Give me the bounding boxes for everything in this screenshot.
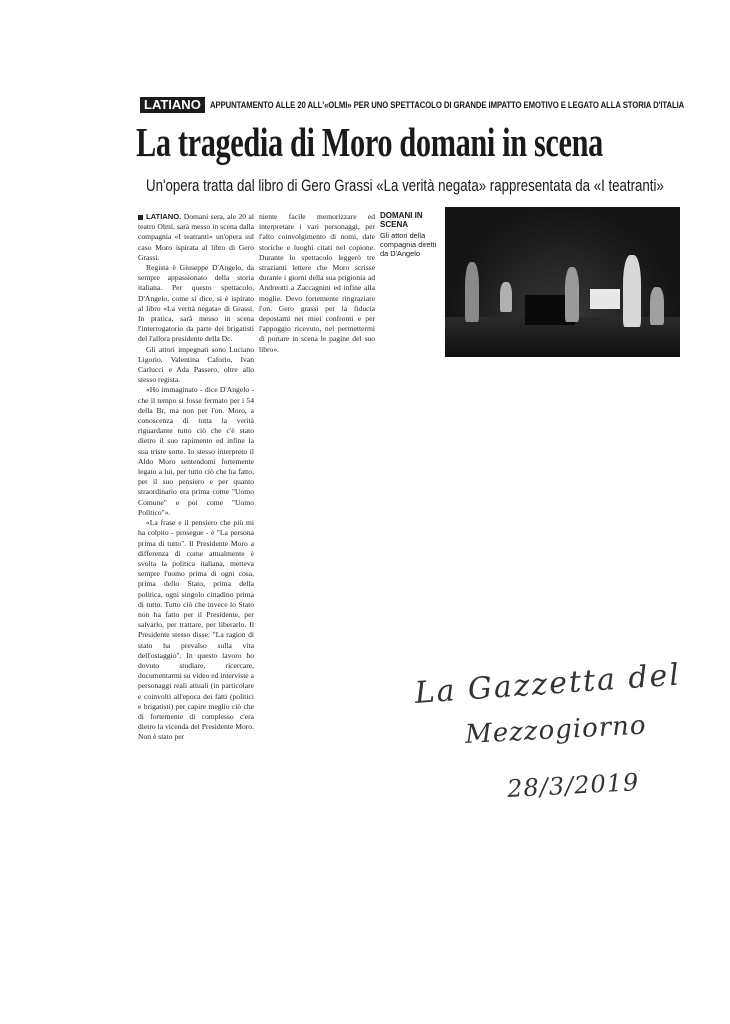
article-paragraph: Domani sera, ale 20 al teatro Olmi, sarà messo in scena dalla compagnia «I teatranti» un'opera sul caso Moro ispirata al libro di Gero Grassi.	[138, 212, 254, 262]
photo-caption-heading: DOMANI IN SCENA	[380, 211, 423, 229]
actor-figure	[500, 282, 512, 312]
headline: La tragedia di Moro domani in scena	[136, 119, 603, 165]
actor-figure	[565, 267, 579, 322]
actor-figure	[623, 255, 641, 327]
stage-desk-lamp	[590, 289, 620, 309]
actor-figure	[650, 287, 664, 325]
handwritten-source-line-2: Mezzogiorno	[464, 710, 648, 750]
kicker-line	[140, 96, 684, 114]
subtitle: Un'opera tratta dal libro di Gero Grassi «La verità negata» rappresentata da «I teatranti»	[146, 176, 664, 195]
dateline: LATIANO.	[146, 212, 182, 221]
location-tag: LATIANO	[140, 97, 205, 113]
photo-caption-text: Gli attori della compagnia diretti da D'Angelo	[380, 231, 437, 258]
kicker-text: APPUNTAMENTO ALLE 20 ALL'«OLMI» PER UNO SPETTACOLO DI GRANDE IMPATTO EMOTIVO E LEGATO ALLA STORIA D'ITALIA	[209, 100, 684, 110]
stage-photo	[445, 207, 680, 357]
handwritten-date: 28/3/2019	[506, 768, 640, 803]
handwritten-source-line-1: La Gazzetta del	[413, 657, 683, 711]
article-paragraph: niente facile memorizzare ed interpretare i vari personaggi, per l'alto coinvolgimento di nomi, date storiche e luoghi citati nel copione. Durante lo spettacolo leggerò tre strazianti lettere che Moro scrisse durante i giorni della sua prigionia ad Andreotti a Zaccagnini ed infine alla moglie. Devo fortemente ringraziare l'on. Gero grassi per la fiducia depostami nei miei confronti e per l'appoggio ricevuto, nel permettermi di portare in scena le pagine del suo libro».	[259, 212, 375, 354]
article-column-1	[138, 212, 254, 743]
article-paragraph: «Ho immaginato - dice D'Angelo - che il tempo si fosse fermato per i 54 della Br, ma non per l'on. Moro, a conoscenza di tutta la verità riguardante tutto ciò che c'è stato dietro il suo rapimento ed infine la sua triste sorte. Io stesso interpreto il Aldo Moro sentendomi fortemente legato a lui, per tutto ciò che ha fatto, per il suo pensiero e per quanto straordinario era prima come "Uomo Comune" e poi come "Uomo Politico"».	[138, 385, 254, 517]
article-paragraph: Regista è Giuseppe D'Angelo, da sempre appassionato della storia italiana. Per questo spettacolo, D'Angelo, come si dice, si è ispirato al libro «La verità negata» di Grassi. In pratica, sarà messo in scena l'interrogatorio da parte dei brigatisti del l'allora presidente della Dc.	[138, 263, 254, 344]
article-paragraph: «La frase e il pensiero che più mi ha colpito - prosegue - è "La persona prima di tutto". Il Presidente Moro a differenza di come attualmente è svolta la politica italiana, metteva sempre l'uomo prima di ogni cosa, prima dello Stato, prima della politica, ogni singolo cittadino prima di tutto. Tutto ciò che invece lo Stato non ha fatto per il Presidente, per salvarlo, per trattare, per liberarlo. Il Presidente stesso disse: "La ragion di stato ha prevalso sulla vita dell'ostaggio". In questo lavoro ho dovuto studiare, ricercare, documentarmi su video ed interviste a personaggi reali attuali (in particolare e coinvolti all'epoca dei fatti (politici e brigatisti) per capire meglio ciò che di fortemente di complesso c'era dietro la vicenda del Presidente Moro. Non è stato per	[138, 518, 254, 742]
article-paragraph: Gli attori impegnati sono Luciano Ligorio, Valentina Caforio, Ivan Carlucci e Ada Passero, oltre allo stesso regista.	[138, 344, 254, 385]
bullet-square-icon	[138, 215, 143, 220]
article-column-2	[259, 212, 375, 355]
actor-figure	[465, 262, 479, 322]
